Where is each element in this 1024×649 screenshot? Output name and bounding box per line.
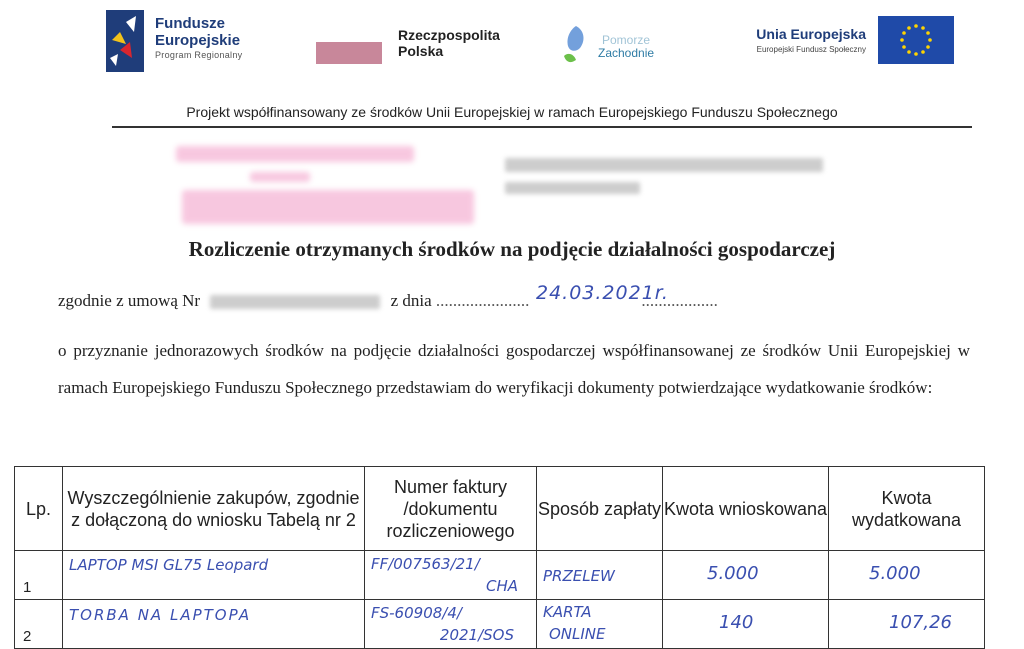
pomorze-zachodnie-logo-icon	[556, 22, 594, 66]
header-payment: Sposób zapłaty	[537, 467, 663, 551]
header-lp: Lp.	[15, 467, 63, 551]
cofinancing-statement: Projekt współfinansowany ze środków Unii Europejskiej w ramach Europejskiego Funduszu Społecznego	[186, 104, 838, 120]
row2-lp-value: 2	[23, 628, 32, 645]
table-header-row	[15, 467, 985, 551]
pomorze-zachodnie-logo-text	[598, 34, 654, 60]
table-row	[15, 600, 985, 649]
logo-fe-line1: Fundusze	[155, 15, 225, 32]
logo-rp-line1: Rzeczpospolita	[398, 27, 500, 43]
logo-fe-line2: Europejskie	[155, 32, 241, 49]
row2-lp	[15, 600, 63, 649]
row1-invoice	[365, 551, 537, 600]
row2-invoice-b: 2021/SOS	[439, 626, 514, 644]
fundusze-europejskie-logo-icon	[106, 10, 144, 72]
row2-spent	[829, 600, 985, 649]
row2-payment	[537, 600, 663, 649]
expenses-table	[14, 466, 985, 649]
row2-invoice-a: FS-60908/4/	[371, 604, 462, 622]
row2-invoice	[365, 600, 537, 649]
date-dots-after: ..................	[641, 291, 718, 310]
table-row	[15, 551, 985, 600]
redacted-company-line2	[505, 182, 640, 194]
logo-rp-line2: Polska	[398, 43, 444, 59]
header-invoice: Numer faktury /dokumentu rozliczeniowego	[365, 467, 537, 551]
row2-item-text: TORBA NA LAPTOPA	[69, 606, 252, 624]
row2-payment-a: KARTA	[543, 603, 592, 621]
row1-item-text: LAPTOP MSI GL75 Leopard	[69, 556, 269, 574]
redacted-agreement-number	[210, 295, 380, 309]
redacted-company-line1	[505, 158, 823, 172]
row1-lp	[15, 551, 63, 600]
header-spent: Kwota wydatkowana	[829, 467, 985, 551]
redacted-line	[250, 172, 310, 182]
eu-flag-icon	[878, 16, 954, 64]
logo-pz-line1: Pomorze	[602, 33, 651, 47]
logo-pz-line2: Zachodnie	[598, 46, 655, 60]
rzeczpospolita-logo-text	[398, 27, 500, 59]
logo-ue-line2: Europejski Fundusz Społeczny	[756, 45, 866, 54]
date-dots-before: ......................	[435, 291, 530, 310]
redacted-address	[182, 190, 474, 224]
row1-payment-a: PRZELEW	[543, 567, 615, 585]
row1-requested	[663, 551, 829, 600]
row1-payment	[537, 551, 663, 600]
row1-spent-value: 5.000	[869, 563, 921, 584]
row2-spent-value: 107,26	[889, 612, 952, 633]
row2-requested	[663, 600, 829, 649]
logo-fe-line3: Program Regionalny	[155, 50, 243, 60]
row1-spent	[829, 551, 985, 600]
row1-requested-value: 5.000	[707, 563, 759, 584]
logo-ue-line1: Unia Europejska	[756, 26, 866, 42]
row1-lp-value: 1	[23, 579, 32, 596]
row2-item	[63, 600, 365, 649]
row1-invoice-b: CHA	[485, 577, 518, 595]
header-spec: Wyszczególnienie zakupów, zgodnie z dołączoną do wniosku Tabelą nr 2	[63, 467, 365, 551]
document-title: Rozliczenie otrzymanych środków na podjęcie działalności gospodarczej	[188, 237, 836, 261]
agreement-date-label: z dnia	[390, 291, 432, 310]
body-paragraph: o przyznanie jednorazowych środków na podjęcie działalności gospodarczej współfinansowanej ze środków Unii Europejskiej w ramach Europejskiego Funduszu Społecznego przedstawiam do weryfikacji dokumenty potwierdzające wydatkowanie środków:	[58, 341, 970, 397]
row1-invoice-a: FF/007563/21/	[371, 555, 480, 573]
header-divider	[112, 126, 972, 128]
fundusze-europejskie-logo-text	[155, 15, 242, 60]
unia-europejska-logo-text	[700, 26, 866, 54]
header-requested: Kwota wnioskowana	[663, 467, 829, 551]
row2-payment-b: ONLINE	[549, 625, 606, 643]
redacted-name	[176, 146, 414, 162]
polish-flag-icon	[316, 42, 382, 64]
row2-requested-value: 140	[719, 612, 754, 633]
handwritten-date: 24.03.2021r.	[536, 282, 669, 304]
row1-item	[63, 551, 365, 600]
agreement-prefix: zgodnie z umową Nr	[58, 291, 201, 310]
